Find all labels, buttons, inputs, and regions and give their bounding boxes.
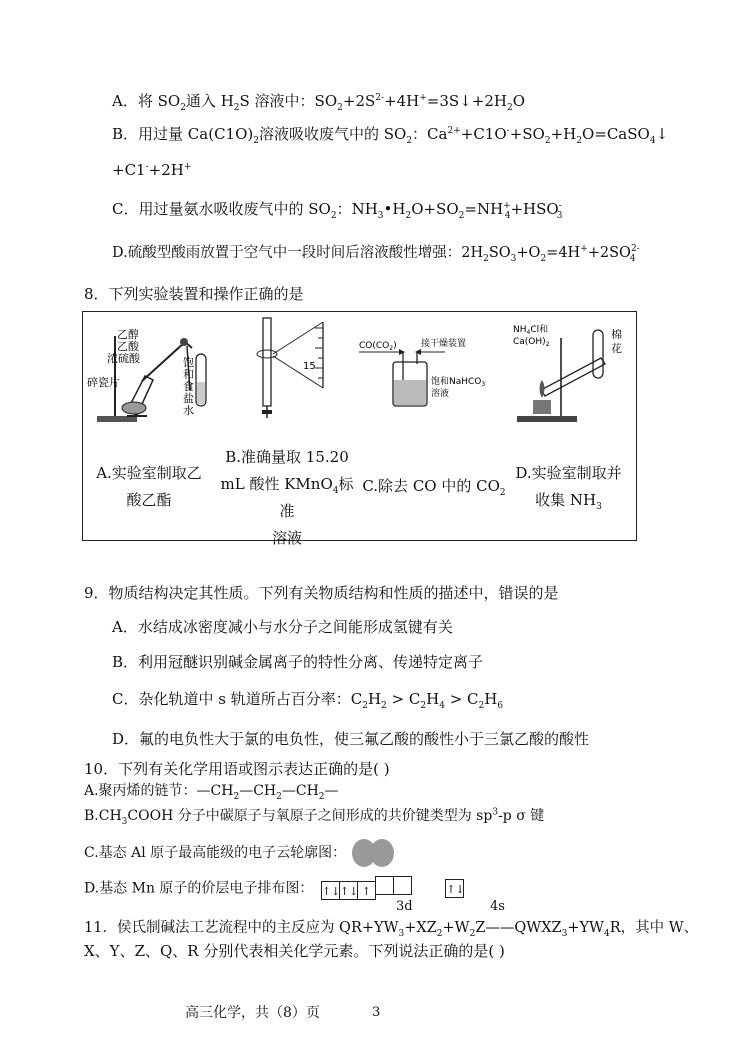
label-caoh2: $Ca(OH)_2$	[513, 337, 550, 348]
footer-page-info: 高三化学，共（8）页	[185, 1005, 320, 1021]
label-sat-4: 盐	[183, 392, 194, 405]
label-acetic-acid: 乙酸	[117, 340, 139, 353]
q7-option-b-continued: +C1-+2H+	[112, 161, 192, 179]
label-sat-5: 水	[183, 404, 194, 417]
q9-stem: 9．物质结构决定其性质。下列有关物质结构和性质的描述中，错误的是	[84, 584, 559, 602]
q10-option-d: D.基态 Mn 原子的价层电子排布图： ↑↓↑↓ ↑ ↑↓	[84, 876, 464, 901]
label-conc-sulfuric: 浓硫酸	[107, 352, 140, 365]
orbital-box: ↑↓	[321, 881, 340, 900]
footer-page-number: 3	[372, 1005, 381, 1020]
q7-option-c: C．用过量氨水吸收废气中的 $SO_2$：$NH_3•H_2O+SO_2=NH^+_4+HSO^-_3$	[112, 200, 563, 221]
label-ethanol: 乙醇	[117, 328, 139, 341]
label-3d: 3d	[396, 899, 413, 914]
orbital-box	[375, 876, 394, 895]
caption-d: D.实验室制取并 收集 $NH_3$	[515, 464, 622, 512]
q7-option-b: B．用过量 $Ca(C1O)_2$溶液吸收废气中的 $SO_2$：$Ca^{2+}+C1O^-+SO_2+H_2O=CaSO_4↓$	[112, 125, 669, 146]
mn-4s-box	[446, 879, 464, 899]
label-gas-in: $CO(CO_2)$	[359, 341, 397, 352]
q7-option-a: A．将 $SO_2$通入 $H_2S$ 溶液中：$SO_2+2S^{2-}+4H^+=3S↓+2H_2O$	[112, 92, 525, 113]
q9-option-c: C．杂化轨道中 s 轨道所占百分率：$C_2H_2 > C_2H_4 > C_2H_6$	[112, 690, 504, 711]
label-sat-3: 食	[183, 380, 194, 393]
q7-option-d: D.硫酸型酸雨放置于空气中一段时间后溶液酸性增强：$2H_2SO_3+O_2=4H^++2SO^{2-}_4$	[112, 244, 640, 264]
q10-option-c: C.基态 Al 原子最高能级的电子云轮廓图：	[84, 838, 395, 868]
q11-stem-line-2: X、Y、Z、Q、R 分别代表相关化学元素。下列说法正确的是( )	[84, 942, 505, 960]
caption-a: A.实验室制取乙 酸乙酯	[96, 464, 202, 509]
esterification-apparatus-figure	[87, 316, 217, 426]
label-4s: 4s	[490, 899, 505, 914]
q10-option-a: A.聚丙烯的链节：$—CH_2—CH_2—CH_2—$	[84, 783, 339, 802]
label-to-dryer: 接干燥装置	[421, 339, 467, 349]
burette-tick-15: 15	[303, 361, 316, 372]
caption-b: B.准确量取 15.20 mL 酸性 KMnO$_4$标准 溶液	[220, 448, 354, 547]
q11-stem-line-1: 11．侯氏制碱法工艺流程中的主反应为 $QR+YW_3+XZ_2+W_2Z——QWXZ_3+YW_4R$，其中 W、	[84, 920, 699, 939]
label-solution: 溶液	[431, 389, 450, 399]
label-porcelain: 碎瓷片	[87, 376, 120, 389]
orbital-box	[393, 876, 412, 895]
label-nh4cl: $NH_4Cl$和	[513, 325, 549, 336]
orbital-box: ↑↓	[339, 881, 358, 900]
q10-option-b: $B.CH_3COOH$ 分子中碳原子与氧原子之间形成的共价键类型为 $sp^3-p$ σ 键	[84, 807, 545, 827]
q8-figure-table	[82, 311, 637, 547]
q9-option-a: A．水结成冰密度减小与水分子之间能形成氢键有关	[112, 618, 453, 636]
label-sat-1: 饱	[183, 356, 194, 369]
label-sat-2: 和	[183, 368, 194, 381]
label-cotton-1: 棉	[611, 328, 622, 341]
label-nahco3: 饱和NaHCO$_3$	[431, 377, 486, 388]
caption-c: C.除去 CO 中的 $CO_2$	[362, 477, 506, 498]
q9-option-d: D．氟的电负性大于氯的电负性，使三氟乙酸的酸性小于三氯乙酸的酸性	[112, 730, 590, 748]
orbital-box: ↑↓	[445, 879, 464, 898]
label-cotton-2: 花	[611, 342, 622, 355]
ammonia-apparatus-figure	[511, 318, 631, 428]
orbital-box: ↑	[357, 881, 376, 900]
p-orbital-icon	[351, 838, 395, 868]
q8-stem: 8．下列实验装置和操作正确的是	[84, 285, 304, 303]
q9-option-b: B．利用冠醚识别碱金属离子的特性分离、传递特定离子	[112, 653, 484, 671]
gas-wash-bottle-figure	[359, 334, 499, 414]
q10-stem: 10．下列有关化学用语或图示表达正确的是( )	[84, 760, 390, 778]
burette-figure	[243, 314, 348, 424]
